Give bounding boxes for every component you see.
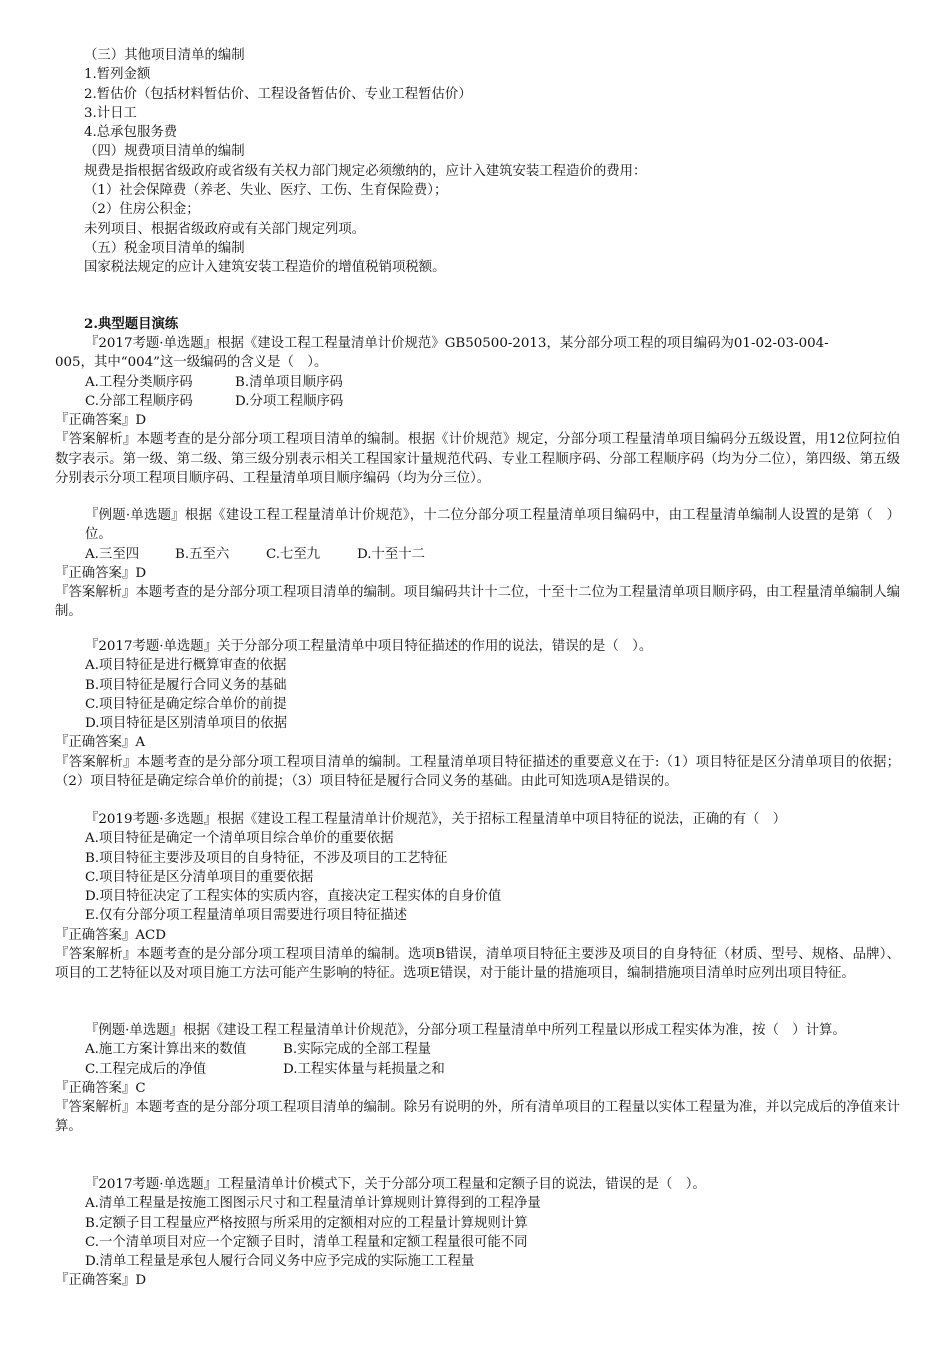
option: E.仅有分部分项工程量清单项目需要进行项目特征描述 xyxy=(85,908,408,924)
analysis: 『答案解析』本题考查的是分部分项工程项目清单的编制。除另有说明的外，所有清单项目的工程量以实体工程量为准，并以完成后的净值来计算。 xyxy=(55,1100,900,1135)
question-2 xyxy=(55,506,900,622)
intro-line: （1）社会保障费（养老、失业、医疗、工伤、生育保险费）； xyxy=(84,183,448,199)
intro-line: （三）其他项目清单的编制 xyxy=(84,48,245,63)
option: A.项目特征是确定一个清单项目综合单价的重要依据 xyxy=(85,831,394,847)
question-stem: 『2017考题·单选题』工程量清单计价模式下，关于分部分项工程量和定额子目的说法，错误的是（ ）。 xyxy=(85,1177,706,1192)
option: D.项目特征是区别清单项目的依据 xyxy=(85,716,287,732)
option: D.清单工程量是承包人履行合同义务中应予完成的实际施工工程量 xyxy=(85,1254,475,1270)
analysis: 『答案解析』本题考查的是分部分项工程项目清单的编制。选项B错误，清单项目特征主要涉及项目的自身特征（材质、型号、规格、品牌）、项目的工艺特征以及对项目施工方法可能产生影响的特征。选项E错误，对于能计量的措施项目，编制措施项目清单时应列出项目特征。 xyxy=(55,947,900,982)
question-stem: 『2017考题·单选题』根据《建设工程工程量清单计价规范》GB50500-2013，某分部分项工程的项目编码为01-02-03-004- xyxy=(85,336,829,351)
option-row xyxy=(55,545,900,564)
section-title: 2.典型题目演练 xyxy=(84,316,179,332)
intro-line: 1.暂列金额 xyxy=(84,67,151,83)
intro-line: 3.计日工 xyxy=(84,105,137,121)
intro-line: 未列项目、根据省级政府或有关部门规定列项。 xyxy=(84,221,366,237)
intro-section xyxy=(84,46,929,278)
answer: 『正确答案』C xyxy=(55,1080,146,1096)
analysis: 『答案解析』本题考查的是分部分项工程项目清单的编制。项目编码共计十二位，十至十二位为工程量清单项目顺序码，由工程量清单编制人编制。 xyxy=(55,585,900,620)
intro-line: （2）住房公积金； xyxy=(84,202,200,218)
option-row xyxy=(55,373,900,392)
question-6 xyxy=(55,1175,900,1291)
option: B.定额子目工程量应严格按照与所采用的定额相对应的工程量计算规则计算 xyxy=(85,1215,528,1231)
question-stem: 『2019考题·多选题』根据《建设工程工程量清单计价规范》，关于招标工程量清单中项目特征的说法，正确的有（ ） xyxy=(85,812,787,827)
question-stem: 『2017考题·单选题』关于分部分项工程量清单中项目特征描述的作用的说法，错误的是（ ）。 xyxy=(85,639,653,654)
intro-line: 国家税法规定的应计入建筑安装工程造价的增值税销项税额。 xyxy=(84,260,446,276)
answer: 『正确答案』D xyxy=(55,565,147,581)
intro-line: （五）税金项目清单的编制 xyxy=(84,240,245,256)
question-1 xyxy=(55,334,900,488)
question-5 xyxy=(55,1021,900,1137)
option: A.工程分类顺序码 xyxy=(85,374,193,390)
question-3 xyxy=(55,637,900,791)
analysis: 『答案解析』本题考查的是分部分项工程项目清单的编制。根据《计价规范》规定，分部分项工程量清单项目编码分五级设置，用12位阿拉伯数字表示。第一级、第二级、第三级分别表示相关工程国家计量规范代码、专业工程顺序码、分部工程顺序码（均为分二位），第四级、第五级分别表示分项工程项目顺序码、工程量清单项目顺序编码（均为分三位）。 xyxy=(55,432,900,487)
question-stem: 『例题·单选题』根据《建设工程工程量清单计价规范》，十二位分部分项工程量清单项目编码中，由工程量清单编制人设置的是第（ ）位。 xyxy=(85,508,900,543)
intro-line: 规费是指根据省级政府或省级有关权力部门规定必须缴纳的，应计入建筑安装工程造价的费用： xyxy=(84,163,647,179)
intro-line: 4.总承包服务费 xyxy=(84,125,178,141)
option: C.一个清单项目对应一个定额子目时，清单工程量和定额工程量很可能不同 xyxy=(85,1234,528,1250)
option: D.分项工程顺序码 xyxy=(235,393,344,409)
intro-line: （四）规费项目清单的编制 xyxy=(84,144,245,160)
answer: 『正确答案』A xyxy=(55,735,146,751)
option: B.项目特征主要涉及项目的自身特征，不涉及项目的工艺特征 xyxy=(85,850,448,866)
option: B.项目特征是履行合同义务的基础 xyxy=(85,677,287,693)
analysis: 『答案解析』本题考查的是分部分项工程项目清单的编制。工程量清单项目特征描述的重要意义在于:（1）项目特征是区分清单项目的依据；（2）项目特征是确定综合单价的前提；（3）项目特征是履行合同义务的基础。由此可知选项A是错误的。 xyxy=(55,754,900,790)
answer: 『正确答案』D xyxy=(55,413,147,429)
option: A.施工方案计算出来的数值 xyxy=(85,1042,247,1058)
option: D.十至十二 xyxy=(357,546,426,562)
answer: 『正确答案』D xyxy=(55,1273,147,1289)
option-row xyxy=(55,1040,900,1059)
option: C.工程完成后的净值 xyxy=(85,1061,207,1077)
answer: 『正确答案』ACD xyxy=(55,927,166,943)
question-stem: 『例题·单选题』根据《建设工程工程量清单计价规范》，分部分项工程量清单中所列工程量以形成工程实体为准，按（ ）计算。 xyxy=(85,1023,846,1038)
option: A.三至四 xyxy=(85,546,140,562)
intro-line: 2.暂估价（包括材料暂估价、工程设备暂估价、专业工程暂估价） xyxy=(84,86,472,102)
option: C.项目特征是区分清单项目的重要依据 xyxy=(85,869,314,885)
option: B.清单项目顺序码 xyxy=(235,374,343,390)
option-row xyxy=(55,1060,900,1079)
option: A.项目特征是进行概算审查的依据 xyxy=(85,658,287,674)
option-row xyxy=(55,392,900,411)
option: D.项目特征决定了工程实体的实质内容，直接决定工程实体的自身价值 xyxy=(85,889,502,905)
option: C.七至九 xyxy=(266,546,321,562)
question-stem: 005，其中“004”这一级编码的含义是（ ）。 xyxy=(55,355,328,371)
option: D.工程实体量与耗损量之和 xyxy=(283,1061,445,1077)
option: B.实际完成的全部工程量 xyxy=(283,1042,432,1058)
option: C.分部工程顺序码 xyxy=(85,393,193,409)
option: B.五至六 xyxy=(175,546,230,562)
question-4 xyxy=(55,810,900,984)
option: C.项目特征是确定综合单价的前提 xyxy=(85,696,287,712)
option: A.清单工程量是按施工图图示尺寸和工程量清单计算规则计算得到的工程净量 xyxy=(85,1196,541,1212)
